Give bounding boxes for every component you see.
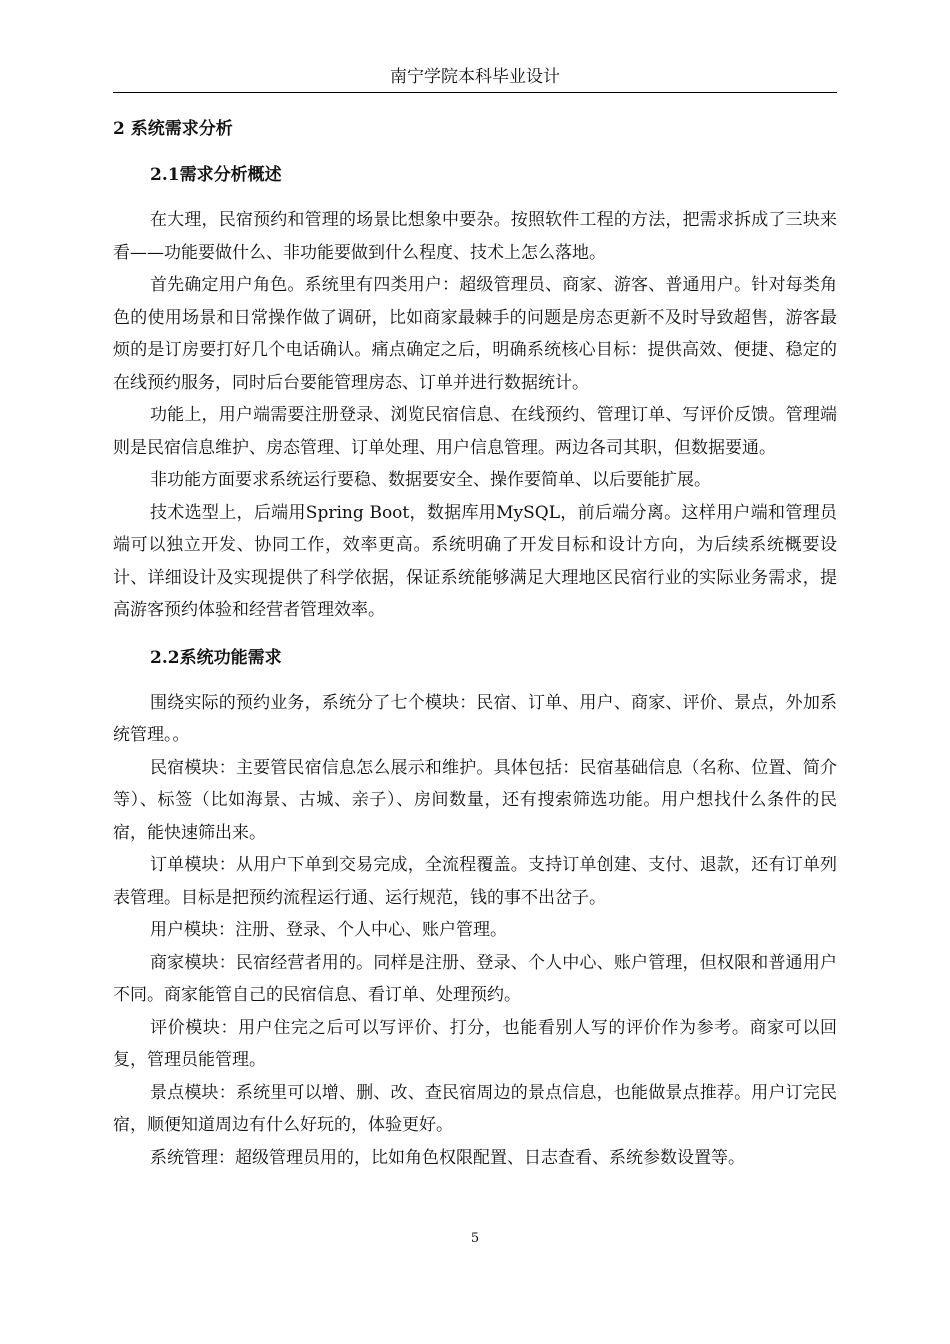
paragraph: 围绕实际的预约业务，系统分了七个模块：民宿、订单、用户、商家、评价、景点，外加系统管理。。	[113, 692, 837, 745]
paragraph: 订单模块：从用户下单到交易完成，全流程覆盖。支持订单创建、支付、退款，还有订单列表管理。目标是把预约流程运行通、运行规范，钱的事不出岔子。	[113, 855, 837, 908]
paragraph: 民宿模块：主要管民宿信息怎么展示和维护。具体包括：民宿基础信息（名称、位置、简介等）、标签（比如海景、古城、亲子）、房间数量，还有搜索筛选功能。用户想找什么条件的民宿，能快速筛出来。	[113, 757, 837, 843]
header-rule	[113, 92, 837, 93]
subsection-heading-2-2: 2.2系统功能需求	[150, 647, 282, 668]
paragraph: 非功能方面要求系统运行要稳、数据要安全、操作要简单、以后要能扩展。	[150, 470, 711, 490]
section-heading: 2 系统需求分析	[113, 119, 233, 139]
subsection-heading-2-1: 2.1需求分析概述	[150, 165, 282, 185]
running-header: 南宁学院本科毕业设计	[390, 67, 560, 87]
paragraph: 景点模块：系统里可以增、删、改、查民宿周边的景点信息，也能做景点推荐。用户订完民宿，顺便知道周边有什么好玩的，体验更好。	[113, 1082, 837, 1135]
paragraph: 首先确定用户角色。系统里有四类用户：超级管理员、商家、游客、普通用户。针对每类角色的使用场景和日常操作做了调研，比如商家最棘手的问题是房态更新不及时导致超售，游客最烦的是订房要打好几个电话确认。痛点确定之后，明确系统核心目标：提供高效、便捷、稳定的在线预约服务，同时后台要能管理房态、订单并进行数据统计。	[113, 275, 837, 393]
paragraph: 技术选型上，后端用Spring Boot，数据库用MySQL，前后端分离。这样用户端和管理员端可以独立开发、协同工作，效率更高。系统明确了开发目标和设计方向，为后续系统概要设计、详细设计及实现提供了科学依据，保证系统能够满足大理地区民宿行业的实际业务需求，提高游客预约体验和经营者管理效率。	[113, 502, 837, 620]
paragraph: 系统管理：超级管理员用的，比如角色权限配置、日志查看、系统参数设置等。	[150, 1147, 745, 1168]
document-body	[113, 114, 837, 1174]
paragraph: 用户模块：注册、登录、个人中心、账户管理。	[150, 920, 507, 940]
page-number: 5	[470, 1231, 480, 1246]
paragraph: 商家模块：民宿经营者用的。同样是注册、登录、个人中心、账户管理，但权限和普通用户不同。商家能管自己的民宿信息、看订单、处理预约。	[113, 952, 837, 1005]
paragraph: 功能上，用户端需要注册登录、浏览民宿信息、在线预约、管理订单、写评价反馈。管理端则是民宿信息维护、房态管理、订单处理、用户信息管理。两边各司其职，但数据要通。	[113, 405, 837, 458]
paragraph: 评价模块：用户住完之后可以写评价、打分，也能看别人写的评价作为参考。商家可以回复，管理员能管理。	[113, 1017, 837, 1070]
paragraph: 在大理，民宿预约和管理的场景比想象中要杂。按照软件工程的方法，把需求拆成了三块来看——功能要做什么、非功能要做到什么程度、技术上怎么落地。	[113, 210, 837, 263]
